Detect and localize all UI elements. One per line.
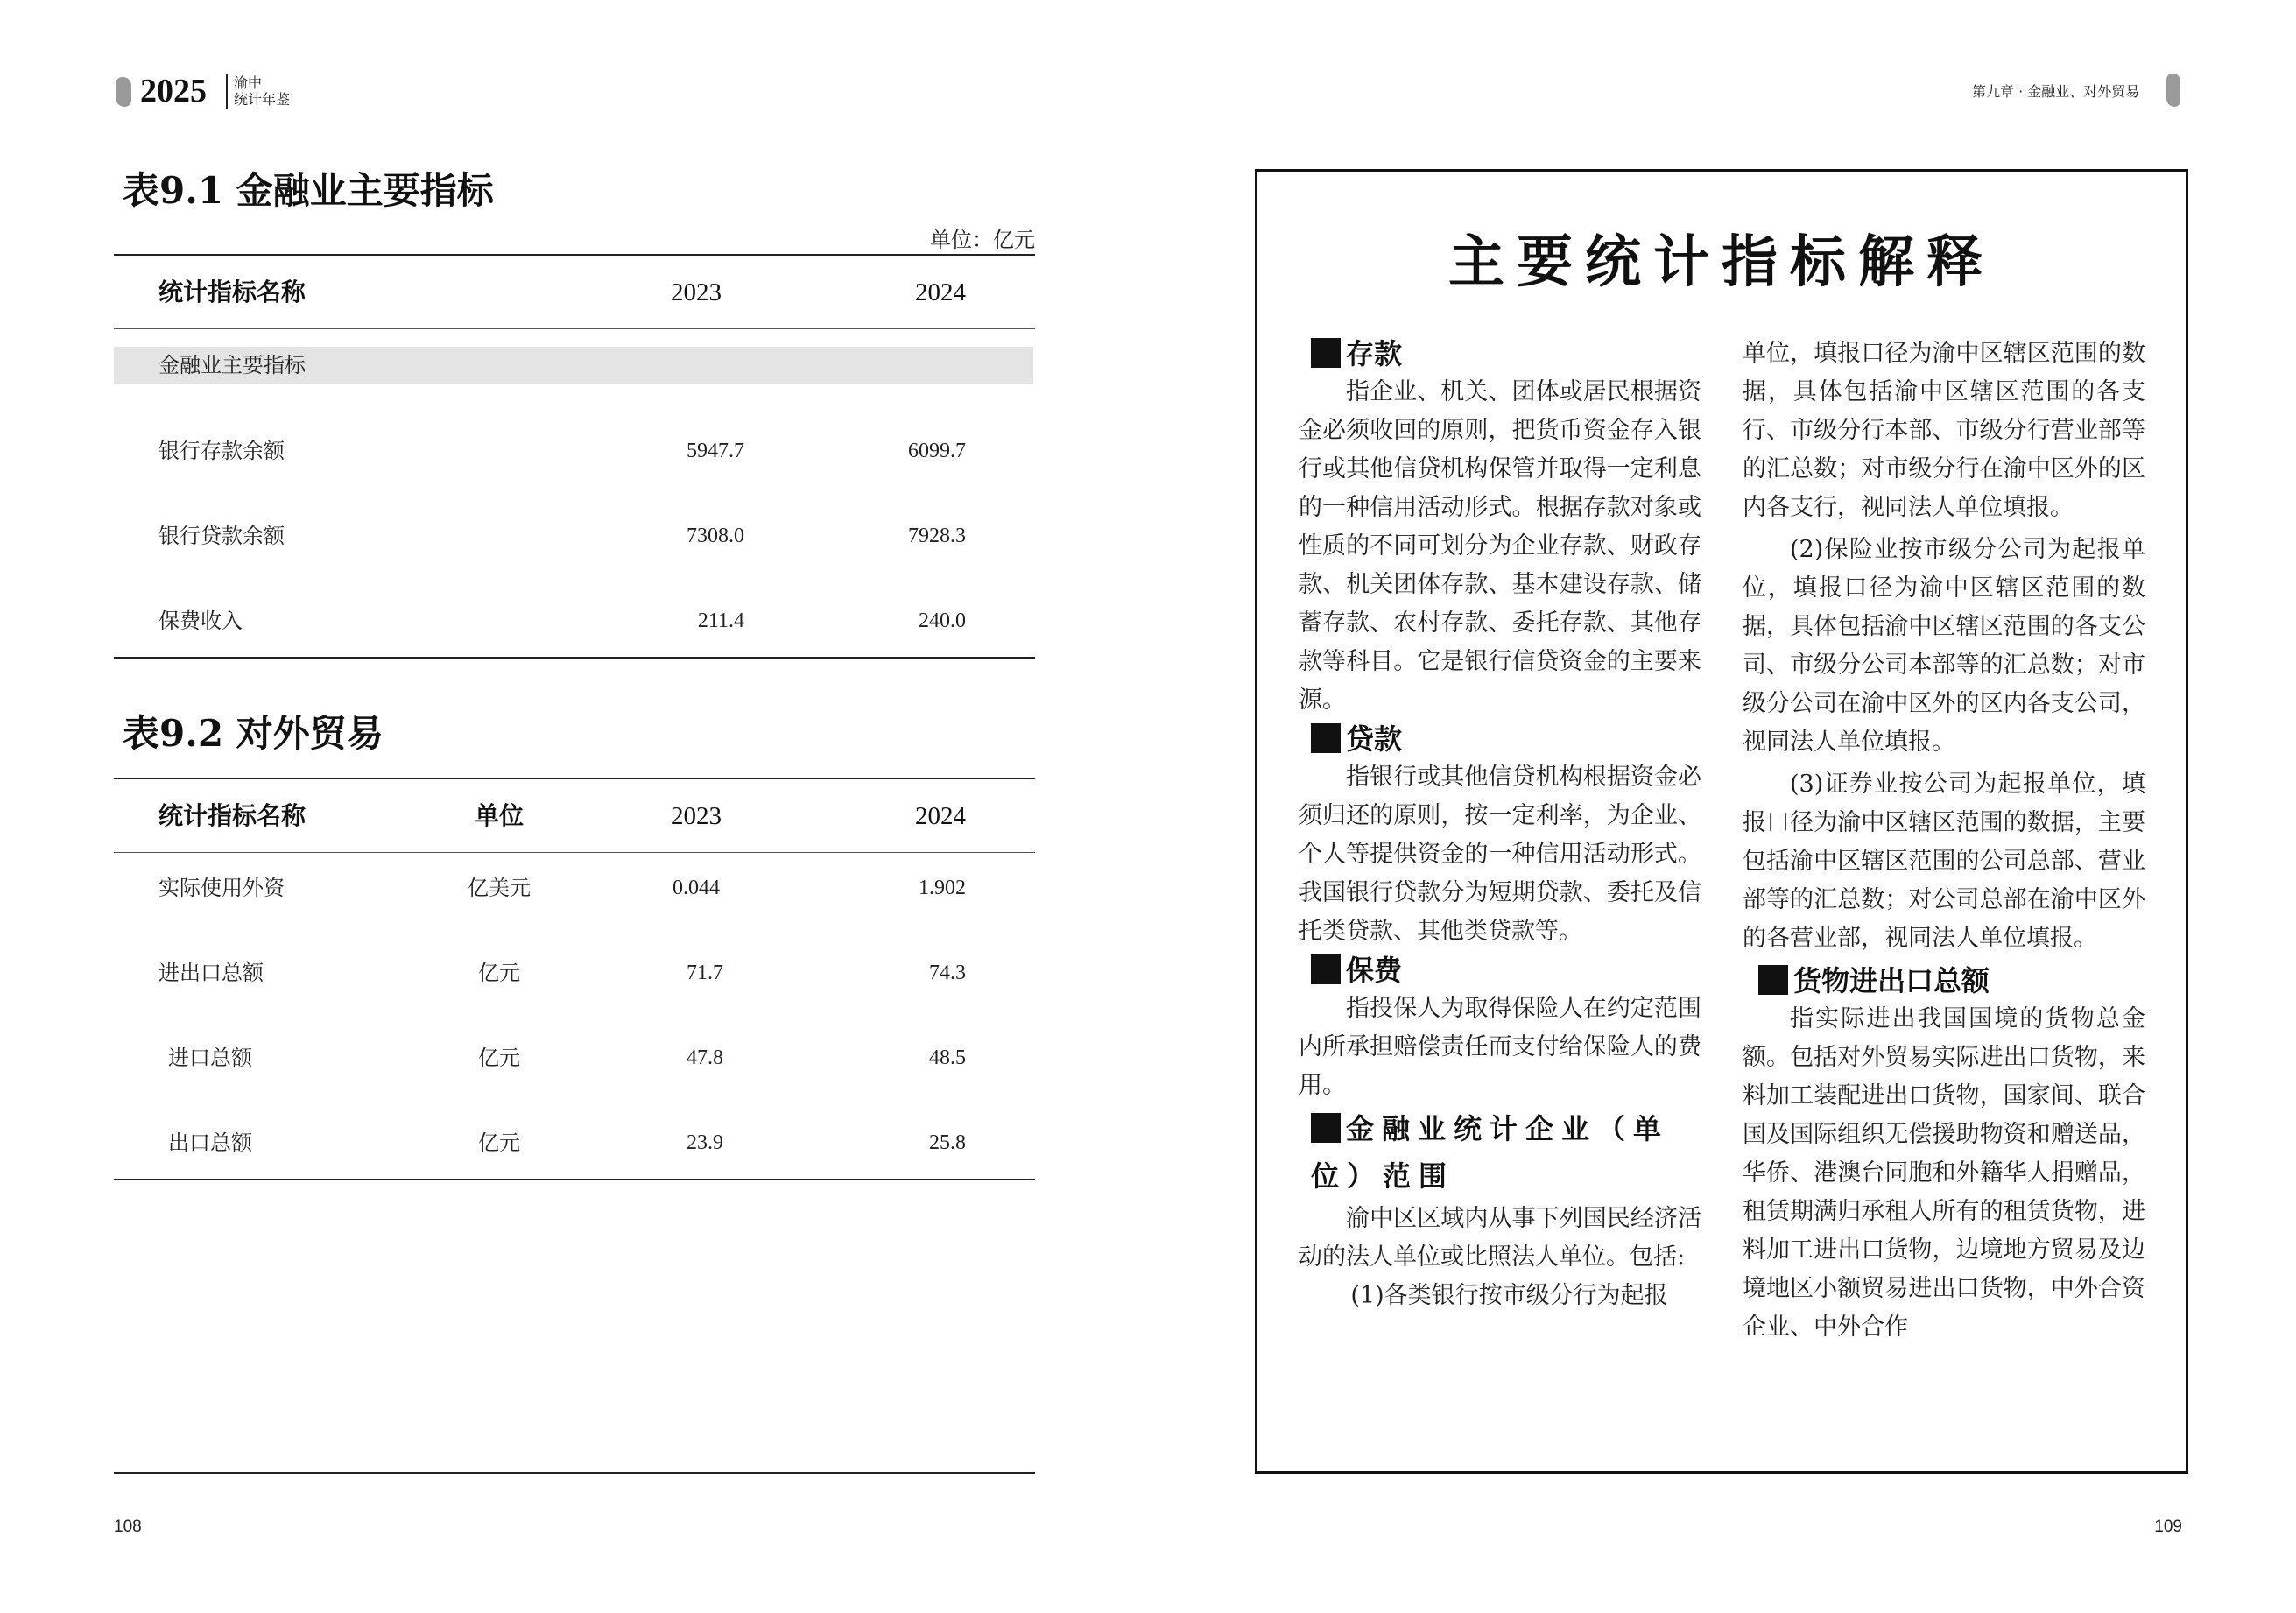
glossary-scope-item1-start: (1)各类银行按市级分行为起报 (1350, 1282, 1668, 1309)
table2-row-value-2023: 71.7 (687, 961, 723, 984)
table2-row-name: 进出口总额 (158, 961, 264, 985)
yearbook-year: 2025 (140, 73, 207, 109)
term-square-icon (1758, 965, 1788, 995)
table1-bottom-rule (114, 657, 1035, 659)
term-label: 货物进出口总额 (1793, 964, 1990, 997)
page-number-right: 109 (2154, 1518, 2182, 1536)
table1-row-value-2024: 7928.3 (908, 525, 966, 547)
table1-row-value-2023: 7308.0 (687, 525, 744, 547)
table1-row-name: 保费收入 (158, 609, 243, 633)
glossary-text-premium: 指投保人为取得保险人在约定范围内所承担赔偿责任而支付给保险人的费用。 (1299, 995, 1701, 1099)
glossary-text-trade: 指实际进出我国国境的货物总金额。包括对外贸易实际进出口货物，来料加工装配进出口货物，国家间、联合国及国际组织无偿援助物资和赠送品，华侨、港澳台同胞和外籍华人捐赠品，租赁期满归承租人所有的租赁货物，进料加工进出口货物，边境地方贸易及边境地区小额贸易进出口货物，中外合资企业、中外合作 (1743, 1005, 2145, 1341)
table2-header-rule (114, 852, 1035, 853)
glossary-term-loan (1299, 720, 1701, 758)
table2-row-name: 进口总额 (168, 1046, 252, 1070)
table1-row-value-2024: 6099.7 (908, 440, 966, 462)
table2-header-name: 统计指标名称 (158, 801, 306, 830)
stone-logo-icon (116, 77, 131, 107)
table1-row-value-2023: 211.4 (697, 609, 744, 632)
term-square-icon (1311, 338, 1341, 368)
table1-header-2024: 2024 (915, 278, 966, 306)
table1-row-value-2024: 240.0 (919, 609, 966, 632)
table2-row-value-2023: 47.8 (687, 1046, 723, 1069)
table2-header-unit: 单位 (474, 801, 524, 830)
table1-header-name: 统计指标名称 (158, 278, 306, 306)
table2-row-value-2024: 48.5 (929, 1046, 966, 1069)
table2-row-unit: 亿元 (478, 1131, 520, 1155)
glossary-title: 主要统计指标解释 (1448, 229, 1995, 295)
table2-row-value-2023: 0.044 (673, 877, 720, 899)
glossary-scope-item3: (3)证券业按公司为起报单位，填报口径为渝中区辖区范围的数据，主要包括渝中区辖区范围的公司总部、营业部等的汇总数；对公司总部在渝中区外的各营业部，视同法人单位填报。 (1743, 771, 2145, 952)
header-divider (226, 74, 228, 109)
table2-row-name: 出口总额 (168, 1131, 252, 1155)
term-square-icon (1311, 723, 1341, 753)
glossary-scope-item2: (2)保险业按市级分公司为起报单位，填报口径为渝中区辖区范围的数据，具体包括渝中区辖区范围的各支公司、市级分公司本部等的汇总数；对市级分公司在渝中区外的区内各支公司，视同法人单位填报。 (1743, 536, 2145, 756)
table1-row-name: 银行贷款余额 (158, 524, 285, 548)
glossary-scope-item1-cont: 单位，填报口径为渝中区辖区范围的数据，具体包括渝中区辖区范围的各支行、市级分行本部、市级分行营业部等的汇总数；对市级分行在渝中区外的区内各支行，视同法人单位填报。 (1743, 340, 2145, 521)
term-label: 存款 (1346, 337, 1403, 370)
brand-line2: 统计年鉴 (234, 91, 291, 108)
term-label: 金融业统计企业（单位）范围 (1311, 1112, 1670, 1193)
table2-header-2023: 2023 (671, 802, 722, 830)
table1-row-value-2023: 5947.7 (687, 440, 744, 462)
glossary-text-loan: 指银行或其他信贷机构根据资金必须归还的原则，按一定利率，为企业、个人等提供资金的一种信用活动形式。我国银行贷款分为短期贷款、委托及信托类贷款、其他类贷款等。 (1299, 764, 1701, 945)
page-number-left: 108 (114, 1518, 142, 1536)
table1-title: 表9.1 金融业主要指标 (123, 169, 494, 212)
table2-row-value-2024: 74.3 (929, 961, 966, 984)
glossary-term-deposit (1299, 335, 1701, 373)
table2-title: 表9.2 对外贸易 (123, 712, 384, 755)
brand-line1: 渝中 (234, 74, 263, 91)
table2-row-name: 实际使用外资 (158, 876, 285, 900)
glossary-column-right (1743, 335, 2145, 1347)
glossary-text-deposit: 指企业、机关、团体或居民根据资金必须收回的原则，把货币资金存入银行或其他信贷机构保管并取得一定利息的一种信用活动形式。根据存款对象或性质的不同可划分为企业存款、财政存款、机关团体存款、基本建设存款、储蓄存款、农村存款、委托存款、其他存款等科目。它是银行信贷资金的主要来源。 (1299, 378, 1701, 714)
glossary-term-premium (1299, 951, 1701, 990)
stone-ornament-icon (2166, 74, 2180, 107)
table2-row-value-2023: 23.9 (687, 1131, 723, 1154)
glossary-term-trade (1743, 961, 2145, 1000)
table2-bottom-rule (114, 1179, 1035, 1180)
table1-header-rule (114, 328, 1035, 329)
glossary-text-scope: 渝中区区域内从事下列国民经济活动的法人单位或比照法人单位。包括: (1299, 1205, 1701, 1271)
table2-row-value-2024: 1.902 (919, 877, 966, 899)
term-label: 贷款 (1346, 722, 1403, 756)
table2-row-unit: 亿元 (478, 961, 520, 985)
table2-row-value-2024: 25.8 (929, 1131, 966, 1154)
yearbook-brand (234, 74, 290, 108)
table2-row-unit: 亿美元 (468, 876, 531, 900)
glossary-term-scope (1299, 1105, 1701, 1200)
table1-row-name: 银行存款余额 (158, 439, 285, 463)
glossary-column-left (1299, 335, 1701, 1315)
term-label: 保费 (1346, 954, 1403, 987)
table2-row-unit: 亿元 (478, 1046, 520, 1070)
table1-header-2023: 2023 (671, 278, 722, 306)
table1-top-rule (114, 254, 1035, 256)
table1-section-label: 金融业主要指标 (158, 353, 306, 377)
page-bottom-rule (114, 1472, 1035, 1474)
table2-top-rule (114, 778, 1035, 779)
table2-header-2024: 2024 (915, 802, 966, 830)
chapter-title: 第九章 · 金融业、对外贸易 (1972, 83, 2140, 100)
term-square-icon (1311, 1113, 1341, 1143)
term-square-icon (1311, 954, 1341, 984)
table1-unit-note: 单位：亿元 (930, 228, 1035, 252)
